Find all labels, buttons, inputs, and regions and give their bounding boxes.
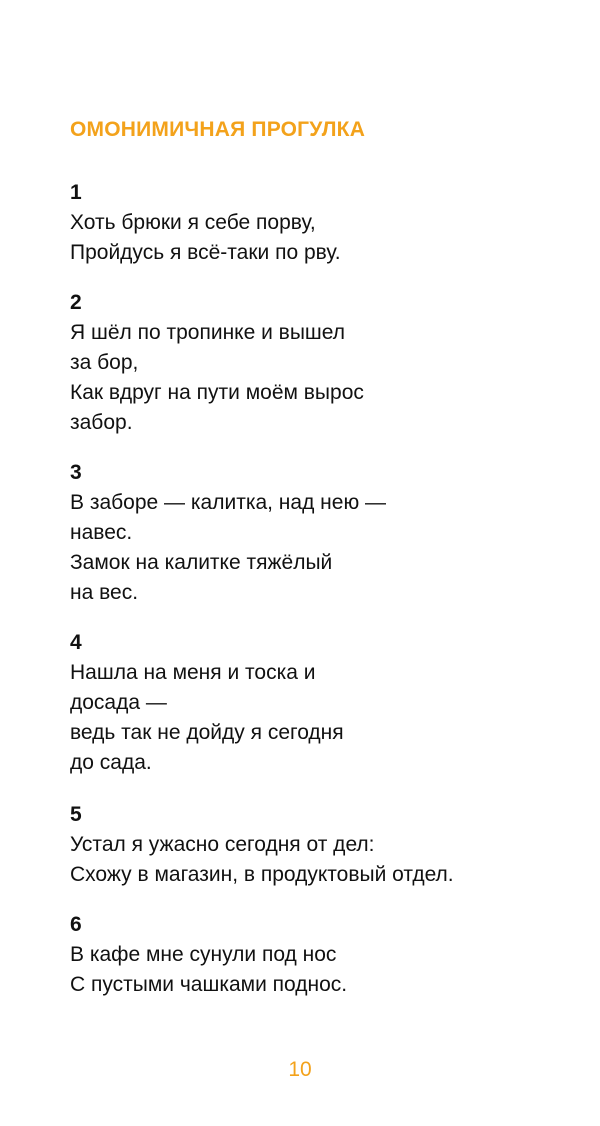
stanza-number: 4 (70, 631, 82, 654)
stanza-3 (70, 458, 590, 608)
stanza-line: В кафе мне сунули под нос (70, 943, 337, 966)
stanza-number: 2 (70, 291, 82, 314)
stanza-line: Устал я ужасно сегодня от дел: (70, 833, 375, 856)
page-number: 10 (288, 1058, 312, 1081)
stanza-line: В заборе — калитка, над нею — (70, 491, 387, 514)
stanza-number: 3 (70, 461, 82, 484)
stanza-line: навес. (70, 521, 133, 544)
page (70, 0, 590, 1126)
stanza-line: Замок на калитке тяжёлый (70, 551, 333, 574)
stanza-line: Схожу в магазин, в продуктовый отдел. (70, 863, 454, 886)
stanza-line: Нашла на меня и тоска и (70, 661, 316, 684)
stanza-line: Я шёл по тропинке и вышел (70, 321, 346, 344)
stanza-4 (70, 628, 590, 778)
stanza-line: ведь так не дойду я сегодня (70, 721, 344, 744)
poem-title: ОМОНИМИЧНАЯ ПРОГУЛКА (70, 118, 366, 141)
stanza-line: С пустыми чашками поднос. (70, 973, 348, 996)
stanza-number: 1 (70, 181, 82, 204)
stanza-line: Как вдруг на пути моём вырос (70, 381, 364, 404)
stanza-6 (70, 910, 590, 1000)
stanza-line: за бор, (70, 351, 139, 374)
stanza-line: досада — (70, 691, 167, 714)
stanza-number: 5 (70, 803, 82, 826)
stanza-5 (70, 800, 590, 890)
stanza-line: до сада. (70, 751, 152, 774)
stanza-line: забор. (70, 411, 133, 434)
stanza-line: Хоть брюки я себе порву, (70, 211, 316, 234)
stanza-1 (70, 178, 590, 268)
stanza-line: на вес. (70, 581, 139, 604)
stanza-number: 6 (70, 913, 82, 936)
stanza-line: Пройдусь я всё-таки по рву. (70, 241, 341, 264)
stanza-2 (70, 288, 590, 438)
